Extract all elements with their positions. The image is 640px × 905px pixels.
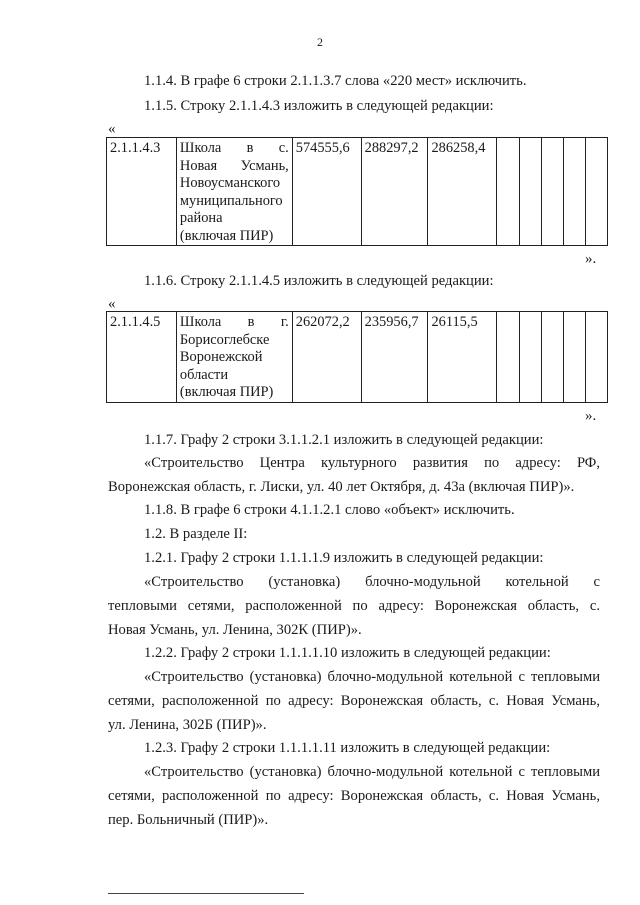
quote-open-1: « bbox=[108, 121, 116, 137]
page-number: 2 bbox=[317, 35, 323, 49]
row-value-1: 262072,2 bbox=[292, 312, 361, 403]
empty-cell bbox=[542, 312, 564, 403]
empty-cell bbox=[497, 138, 520, 246]
paragraph-1-2-3-text-line: «Строительство (установка) блочно-модульной котельной с тепловыми bbox=[144, 764, 600, 780]
row-name-line: (включая ПИР) bbox=[179, 384, 274, 400]
row-code: 2.1.1.4.5 bbox=[107, 312, 177, 403]
paragraph-1-1-8: 1.1.8. В графе 6 строки 4.1.1.2.1 слово «объект» исключить. bbox=[144, 502, 515, 518]
row-code: 2.1.1.4.3 bbox=[107, 138, 177, 246]
empty-cell bbox=[564, 312, 586, 403]
paragraph-1-1-7-text-line: «Строительство Центра культурного развития по адресу: РФ, bbox=[144, 455, 600, 471]
paragraph-1-2-2: 1.2.2. Графу 2 строки 1.1.1.1.10 изложить в следующей редакции: bbox=[144, 645, 551, 661]
row-name-line: района bbox=[179, 210, 223, 226]
row-value-3: 286258,4 bbox=[428, 138, 497, 246]
empty-cell bbox=[520, 138, 542, 246]
paragraph-1-1-7: 1.1.7. Графу 2 строки 3.1.1.2.1 изложить в следующей редакции: bbox=[144, 432, 544, 448]
row-value-1: 574555,6 bbox=[292, 138, 361, 246]
paragraph-1-1-5: 1.1.5. Строку 2.1.1.4.3 изложить в следующей редакции: bbox=[144, 98, 494, 114]
paragraph-1-2-1-text-line: тепловыми сетями, расположенной по адресу: Воронежская область, с. bbox=[108, 598, 600, 614]
row-name-line: Школа в г. bbox=[179, 314, 289, 330]
row-value-2: 288297,2 bbox=[361, 138, 428, 246]
paragraph-1-2-3: 1.2.3. Графу 2 строки 1.1.1.1.11 изложить в следующей редакции: bbox=[144, 740, 551, 756]
paragraph-1-2-2-text-line: ул. Ленина, 302Б (ПИР)». bbox=[108, 717, 267, 733]
paragraph-1-2-2-text-line: сетями, расположенной по адресу: Воронежская область, с. Новая Усмань, bbox=[108, 693, 600, 709]
row-name-line: Борисоглебске bbox=[179, 331, 270, 348]
row-name-line: области bbox=[179, 366, 229, 383]
quote-close-1: ». bbox=[585, 251, 597, 267]
table-row-2-1-1-4-3 bbox=[106, 137, 608, 246]
paragraph-1-2-1-text-line: «Строительство (установка) блочно-модульной котельной с bbox=[144, 574, 600, 590]
row-value-3: 26115,5 bbox=[428, 312, 497, 403]
footer-rule bbox=[108, 893, 304, 894]
empty-cell bbox=[520, 312, 542, 403]
paragraph-1-2-1-text-line: Новая Усмань, ул. Ленина, 302К (ПИР)». bbox=[108, 622, 362, 638]
table-row-2-1-1-4-5 bbox=[106, 311, 608, 403]
row-name bbox=[176, 138, 292, 246]
paragraph-1-1-6: 1.1.6. Строку 2.1.1.4.5 изложить в следующей редакции: bbox=[144, 273, 494, 289]
empty-cell bbox=[542, 138, 564, 246]
paragraph-1-2-1: 1.2.1. Графу 2 строки 1.1.1.1.9 изложить в следующей редакции: bbox=[144, 550, 544, 566]
paragraph-1-2-2-text-line: «Строительство (установка) блочно-модульной котельной с тепловыми bbox=[144, 669, 600, 685]
row-name-line: Новая Усмань, bbox=[179, 157, 289, 174]
empty-cell bbox=[585, 312, 607, 403]
row-name-line: Новоусманского bbox=[179, 175, 281, 191]
row-name-line: муниципального bbox=[179, 192, 283, 209]
empty-cell bbox=[497, 312, 520, 403]
paragraph-1-2: 1.2. В разделе II: bbox=[144, 526, 248, 542]
quote-open-2: « bbox=[108, 296, 116, 312]
paragraph-1-1-4: 1.1.4. В графе 6 строки 2.1.1.3.7 слова «220 мест» исключить. bbox=[144, 73, 527, 89]
row-name-line: Школа в с. bbox=[179, 140, 289, 156]
row-name-line: Воронежской bbox=[179, 349, 263, 365]
empty-cell bbox=[585, 138, 607, 246]
row-value-2: 235956,7 bbox=[361, 312, 428, 403]
empty-cell bbox=[564, 138, 586, 246]
paragraph-1-2-3-text-line: пер. Больничный (ПИР)». bbox=[108, 812, 269, 828]
quote-close-2: ». bbox=[585, 408, 597, 424]
row-name bbox=[176, 312, 292, 403]
paragraph-1-2-3-text-line: сетями, расположенной по адресу: Воронежская область, с. Новая Усмань, bbox=[108, 788, 600, 804]
paragraph-1-1-7-text-line: Воронежская область, г. Лиски, ул. 40 лет Октября, д. 43а (включая ПИР)». bbox=[108, 479, 575, 495]
row-name-line: (включая ПИР) bbox=[179, 227, 274, 244]
